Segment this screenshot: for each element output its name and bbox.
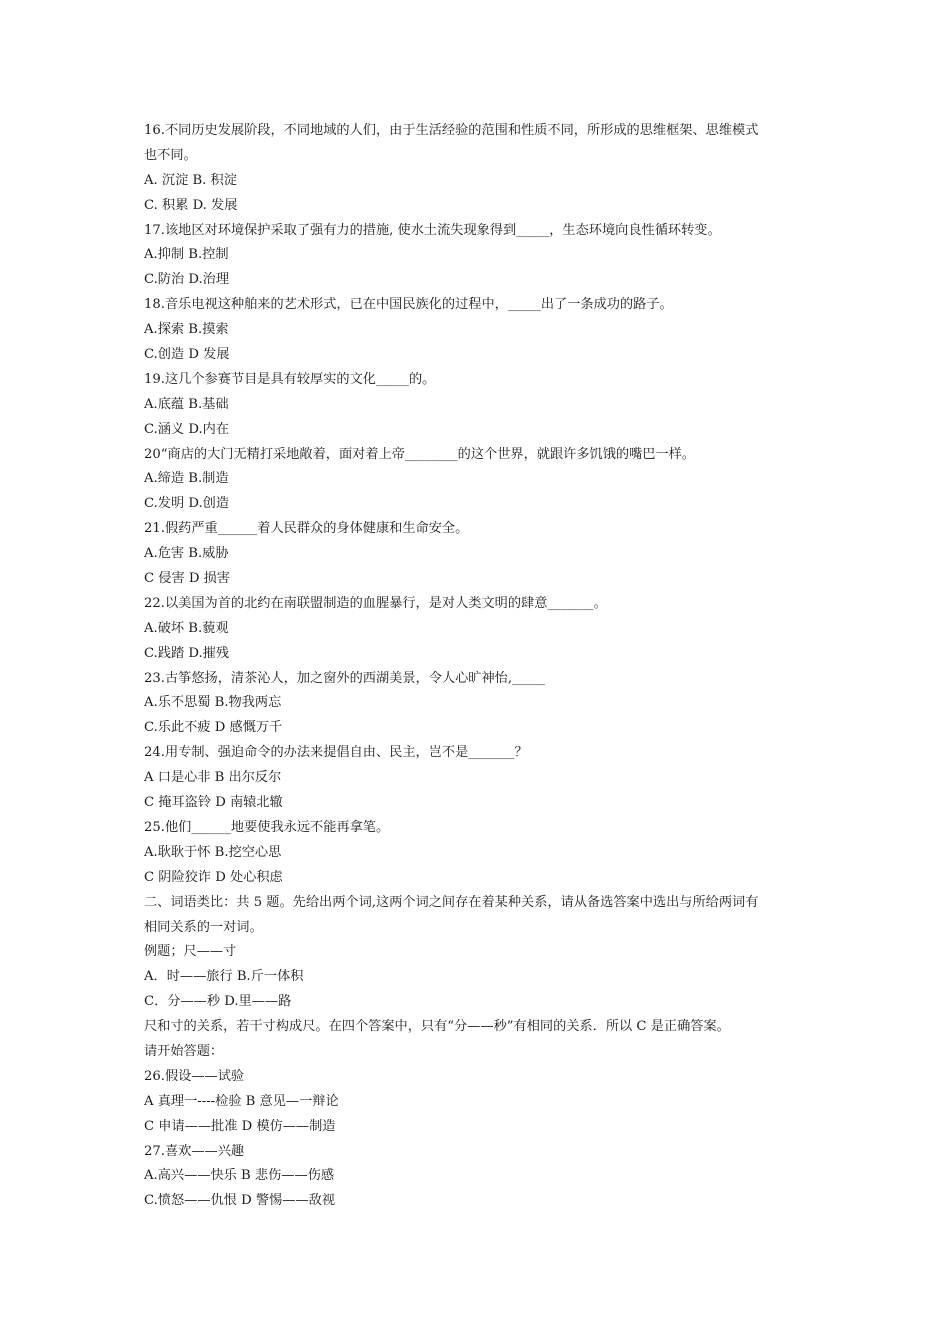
q16-options-ab: A. 沉淀 B. 积淀 [144, 172, 237, 188]
q25-options-cd: C 阴险狡诈 D 处心积虑 [144, 869, 283, 885]
q19-options-ab: A.底蕴 B.基础 [144, 396, 229, 412]
q27-options-ab: A.高兴——快乐 B 悲伤——伤感 [144, 1168, 335, 1184]
q21-options-cd: C 侵害 D 损害 [144, 571, 230, 587]
q16-text-line1: 16.不同历史发展阶段，不同地域的人们，由于生活经验的范围和性质不同，所形成的思维框架、思维模式 [144, 123, 759, 138]
q22-options-ab: A.破坏 B.藐观 [144, 620, 229, 636]
q23-options-ab: A.乐不思蜀 B.物我两忘 [144, 695, 282, 711]
q18-options-cd: C.创造 D 发展 [144, 347, 230, 363]
q17-options-ab: A.抑制 B.控制 [144, 247, 229, 263]
q24-options-cd: C 掩耳盗铃 D 南辕北辙 [144, 795, 283, 811]
section2-heading-line2: 相同关系的一对词。 [144, 919, 263, 935]
q26-options-ab: A 真理一----检验 B 意见—一辩论 [144, 1093, 339, 1109]
q25-text: 25.他们______地要使我永远不能再拿笔。 [144, 819, 390, 835]
q22-text: 22.以美国为首的北约在南联盟制造的血腥暴行，是对人类文明的肆意_______。 [144, 595, 607, 611]
q20-options-ab: A.缔造 B.制造 [144, 471, 229, 487]
q23-text: 23.古筝悠扬，清茶沁人，加之窗外的西湖美景，令人心旷神怡,_____ [144, 670, 546, 686]
q21-options-ab: A.危害 B.威胁 [144, 546, 229, 562]
q20-text: 20“商店的大门无精打采地敞着，面对着上帝________的这个世界，就跟许多饥饿的嘴巴一样。 [144, 446, 696, 462]
q16-text-line2: 也不同。 [144, 147, 197, 163]
q22-options-cd: C.践踏 D.摧残 [144, 645, 230, 661]
q25-options-ab: A.耿耿于怀 B.挖空心思 [144, 844, 282, 860]
q26-options-cd: C 申请——批准 D 模仿——制造 [144, 1118, 336, 1134]
example-text: 例题；尺——寸 [144, 944, 237, 960]
q19-text: 19.这几个参赛节目是具有较厚实的文化_____的。 [144, 371, 436, 387]
q17-text: 17.该地区对环境保护采取了强有力的措施, 使水土流失现象得到_____，生态环境向良性循环转变。 [144, 222, 721, 238]
example-options-ab: A．时——旅行 B.斤一体积 [144, 969, 304, 985]
q17-options-cd: C.防治 D.治理 [144, 272, 230, 288]
q26-text: 26.假设——试验 [144, 1068, 245, 1084]
example-explanation: 尺和寸的关系，若干寸构成尺。在四个答案中，只有“分——秒”有相同的关系．所以 C 是正确答案。 [144, 1019, 730, 1035]
start-prompt: 请开始答题： [144, 1043, 224, 1059]
q18-text: 18.音乐电视这种舶来的艺术形式，已在中国民族化的过程中，_____出了一条成功的路子。 [144, 297, 673, 313]
q20-options-cd: C.发明 D.创造 [144, 496, 230, 512]
q16-options-cd: C. 积累 D. 发展 [144, 197, 238, 213]
document-page [144, 119, 816, 1214]
q18-options-ab: A.探索 B.摸索 [144, 322, 229, 338]
q24-text: 24.用专制、强迫命令的办法来提倡自由、民主，岂不是_______？ [144, 745, 528, 761]
q21-text: 21.假药严重______着人民群众的身体健康和生命安全。 [144, 521, 469, 537]
example-options-cd: C．分——秒 D.里——路 [144, 994, 292, 1010]
q23-options-cd: C.乐此不疲 D 感慨万千 [144, 720, 283, 736]
q24-options-ab: A 口是心非 B 出尔反尔 [144, 770, 282, 786]
section2-heading-line1: 二、词语类比：共 5 题。先给出两个词,这两个词之间存在着某种关系，请从备选答案中选出与所给两词有 [144, 894, 759, 910]
q27-text: 27.喜欢——兴趣 [144, 1143, 245, 1159]
q27-options-cd: C.愤怒——仇恨 D 警惕——敌视 [144, 1193, 336, 1209]
q19-options-cd: C.涵义 D.内在 [144, 421, 230, 437]
